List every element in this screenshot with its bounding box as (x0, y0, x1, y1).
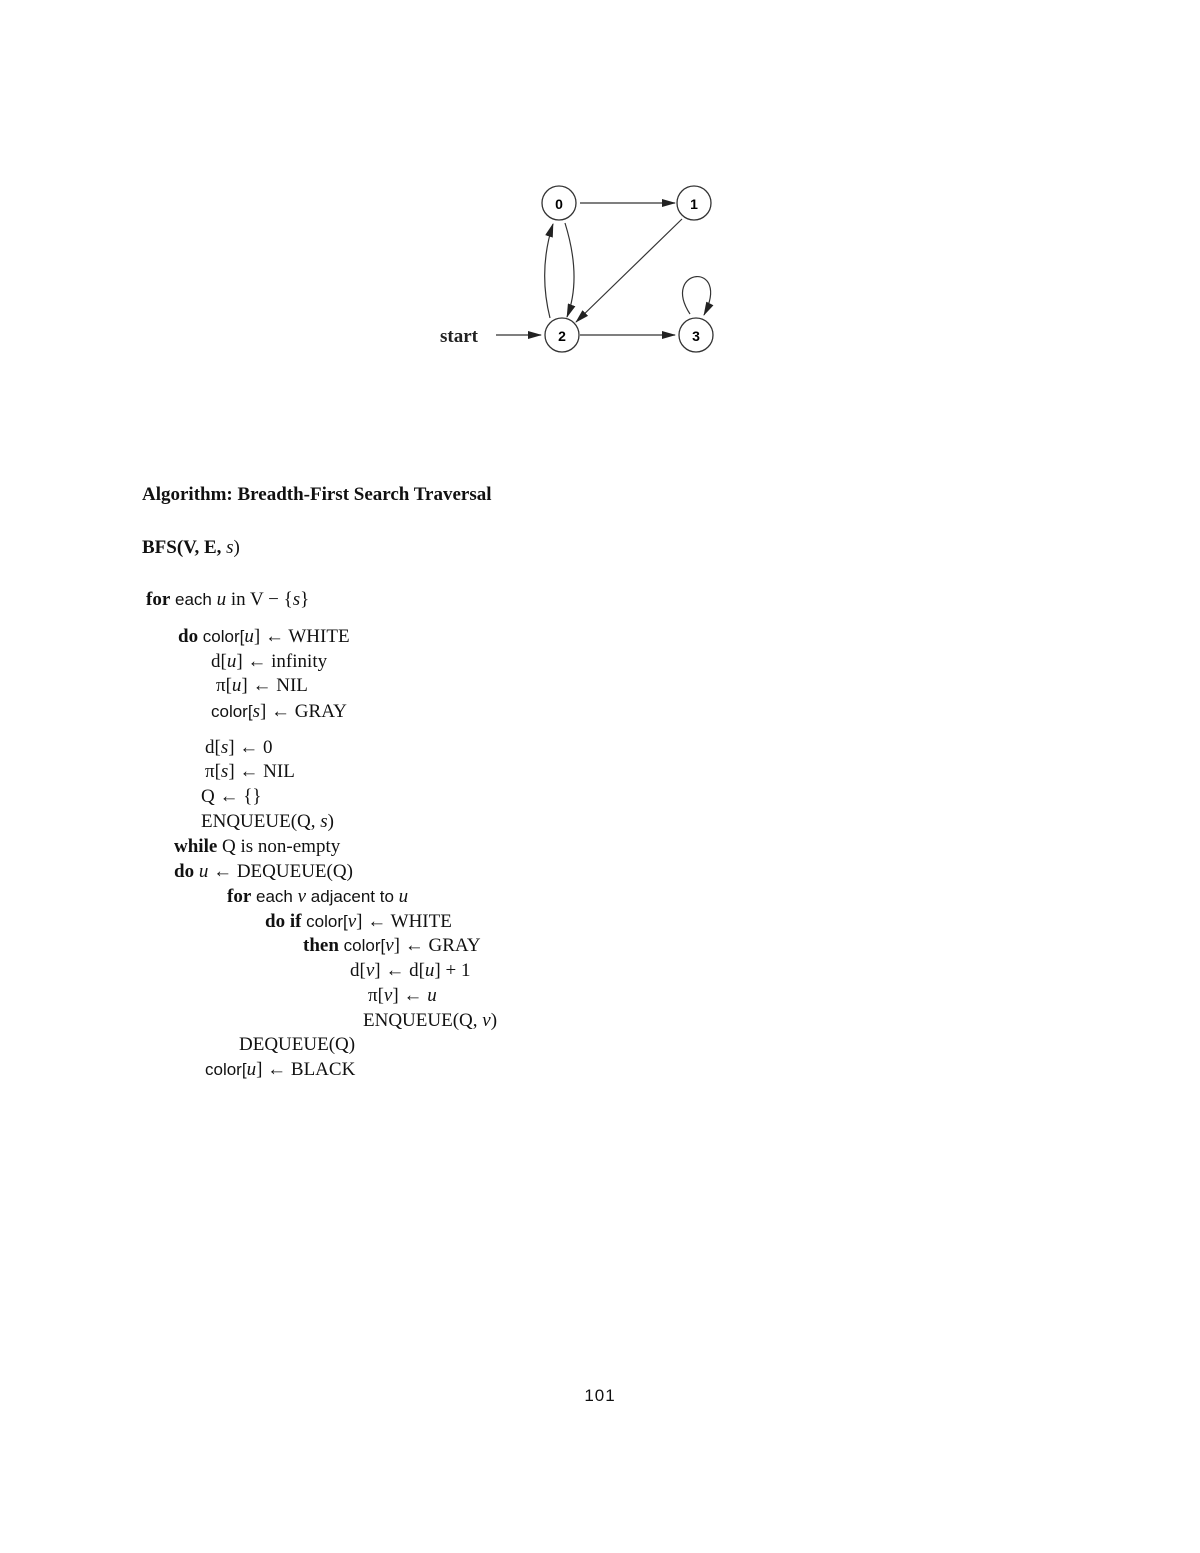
t: color[ (205, 1060, 247, 1079)
var-s: s (220, 761, 229, 782)
code-line-3 (211, 651, 327, 673)
var-s: s (252, 701, 260, 722)
node-2-label: 2 (558, 328, 566, 344)
kw: do if (265, 911, 302, 932)
code-line-8 (201, 786, 261, 808)
var-s: s (320, 811, 328, 832)
var-u: u (216, 589, 227, 610)
t: ] ← infinity (236, 651, 328, 672)
sig-close: ) (233, 537, 240, 558)
node-0-label: 0 (555, 196, 563, 212)
code-line-5 (211, 701, 347, 723)
t: ] ← d[ (374, 960, 425, 981)
sig-name: BFS(V, E, (142, 537, 227, 558)
t: d[ (350, 960, 366, 981)
kw: then (303, 935, 339, 956)
t: d[ (205, 737, 221, 758)
var-u: u (226, 651, 237, 672)
var-s: s (292, 589, 301, 610)
code-line-6 (205, 737, 273, 759)
kw: for (227, 886, 252, 907)
t: ] ← GRAY (259, 701, 347, 722)
var-v: v (383, 985, 393, 1006)
var-u: u (398, 886, 409, 907)
node-2 (545, 318, 579, 352)
code-line-19 (205, 1059, 355, 1081)
code-line-17 (363, 1010, 497, 1032)
start-label: start (440, 326, 478, 347)
t: color[ (301, 912, 348, 931)
t: ] + 1 (434, 960, 471, 981)
var-v: v (482, 1010, 491, 1031)
t: ] ← (392, 985, 428, 1006)
kw: for (146, 589, 171, 610)
directed-graph-diagram (420, 160, 740, 370)
node-1 (677, 186, 711, 220)
kw: do (178, 626, 199, 647)
var-v: v (365, 960, 375, 981)
t: each (251, 887, 298, 906)
var-v: v (347, 911, 357, 932)
code-line-14 (303, 935, 481, 957)
edge-0-2 (565, 223, 574, 317)
edge-3-3-self-loop (683, 277, 711, 315)
t: Q is non-empty (217, 836, 341, 857)
t: DEQUEUE(Q) (239, 1034, 356, 1055)
var-u: u (231, 675, 242, 696)
t: ] ← WHITE (253, 626, 350, 647)
code-line-7 (205, 761, 295, 783)
t: color[ (198, 627, 245, 646)
code-line-16 (368, 985, 437, 1007)
code-line-12 (227, 886, 408, 908)
code-line-10 (174, 836, 340, 858)
t: ] ← BLACK (256, 1059, 356, 1080)
edge-1-2 (576, 219, 682, 322)
algorithm-title: Algorithm: Breadth-First Search Traversal (142, 484, 492, 505)
t: Q ← {} (201, 786, 262, 807)
t: ENQUEUE(Q, (363, 1010, 483, 1031)
t: color[ (338, 936, 386, 955)
kw: do (174, 861, 195, 882)
var-u: u (198, 861, 209, 882)
node-0 (542, 186, 576, 220)
code-line-9 (201, 811, 334, 833)
sig-s: s (226, 537, 234, 558)
t: adjacent to (306, 887, 399, 906)
t: ] ← WHITE (356, 911, 452, 932)
var-u: u (246, 1059, 257, 1080)
edge-2-0 (545, 224, 553, 318)
var-u: u (427, 985, 437, 1006)
var-s: s (220, 737, 229, 758)
t: π[ (368, 985, 384, 1006)
var-u: u (244, 626, 254, 647)
node-3-label: 3 (692, 328, 700, 344)
code-line-11 (174, 861, 353, 883)
code-line-15 (350, 960, 470, 982)
kw: while (174, 836, 218, 857)
t: ] ← NIL (241, 675, 308, 696)
t: ] ← GRAY (393, 935, 481, 956)
t: } (300, 589, 310, 610)
code-line-4 (216, 675, 308, 697)
var-u: u (424, 960, 435, 981)
code-line-18 (239, 1034, 355, 1056)
code-line-1 (146, 589, 309, 611)
t: π[ (205, 761, 221, 782)
node-1-label: 1 (690, 196, 698, 212)
t: ] ← NIL (228, 761, 295, 782)
code-line-13 (265, 911, 452, 933)
var-v: v (385, 935, 394, 956)
bfs-signature (142, 537, 240, 559)
t: ) (490, 1010, 498, 1031)
t: ] ← 0 (228, 737, 273, 758)
t: each (170, 590, 217, 609)
t: in V − { (226, 589, 293, 610)
code-line-2 (178, 626, 350, 648)
t: ENQUEUE(Q, (201, 811, 321, 832)
node-3 (679, 318, 713, 352)
t: ) (327, 811, 334, 832)
t: ← DEQUEUE(Q) (208, 861, 353, 882)
page-number: 101 (584, 1386, 616, 1405)
t: color[ (211, 702, 253, 721)
t: d[ (211, 651, 227, 672)
var-v: v (297, 886, 307, 907)
t: π[ (216, 675, 232, 696)
